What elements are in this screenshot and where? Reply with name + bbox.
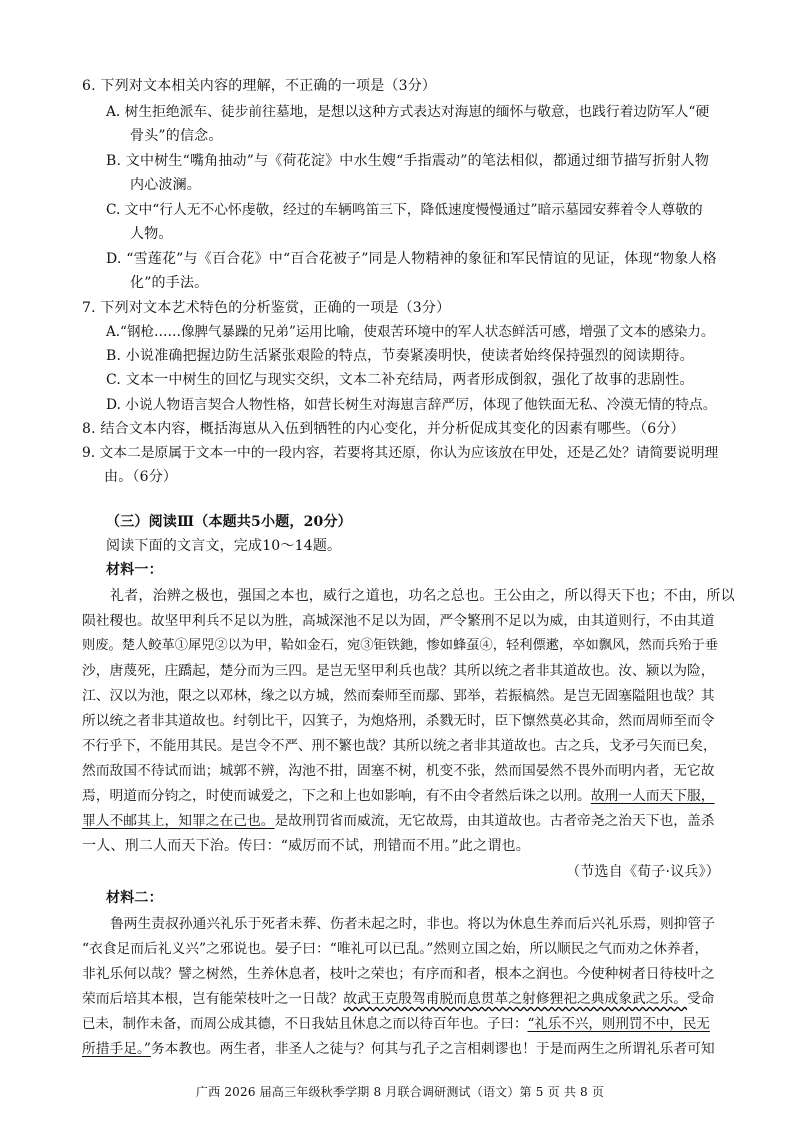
underlined-quote-part2: 所措手足。” xyxy=(82,1041,151,1057)
wavy-underlined-sentence: 故武王克殷驾甫脱而息贯革之射修狸祀之典成象武之乐。 xyxy=(343,991,688,1007)
material2-label: 材料二： xyxy=(106,890,163,906)
material2-text: 已未，制作未备，而周公成其德，不日我姑且休息之而以待百年也。子曰： xyxy=(82,1016,528,1032)
material1-text: 是故刑罚省而威流，无它故焉，由其道故也。古者帝尧之治天下也，盖杀 xyxy=(274,813,715,829)
q7-option-c: C. 文本一中树生的回忆与现实交织，文本二补充结局，两者形成倒叙，强化了故事的悲剧性。 xyxy=(106,372,694,388)
material1-line: 然而敌国不待试而诎；城郭不辨，沟池不拑，固塞不树，机变不张，然而国晏然不畏外而明内者，无它故 xyxy=(82,763,715,779)
q9-stem-cont: 由。（6分） xyxy=(104,469,178,485)
underlined-quote-part1: “礼乐不兴，则刑罚不中，民无 xyxy=(527,1016,710,1032)
material2-text: 荣而后培其本根，岂有能荣枝叶之一日哉？ xyxy=(82,991,344,1007)
q9-stem: 9. 文本二是原属于文本一中的一段内容，若要将其还原，你认为应该放在甲处，还是乙处？请简要说明理 xyxy=(82,445,719,461)
q6-option-d: D. “雪莲花”与《百合花》中“百合花被子”同是人物精神的象征和军民情谊的见证，体现“物象人格 xyxy=(106,251,717,267)
underlined-sentence-part1: 故刑一人而天下服， xyxy=(590,788,715,804)
material2-line: 非礼乐何以哉？譬之树然，生养休息者，枝叶之荣也；有序而和者，根本之润也。今使种树者日待枝叶之 xyxy=(82,966,715,982)
section-instruction: 阅读下面的文言文，完成10～14题。 xyxy=(106,538,342,554)
q6-option-b-cont: 内心波澜。 xyxy=(130,177,201,193)
material1-source: （节选自《荀子·议兵》） xyxy=(566,864,720,880)
q6-option-c: C. 文中“行人无不心怀虔敬，经过的车辆鸣笛三下，降低速度慢慢通过”暗示墓园安葬着令人尊敬的 xyxy=(106,202,703,218)
material2-text: 受命 xyxy=(687,991,715,1007)
q6-option-b: B. 文中树生“嘴角抽动”与《荷花淀》中水生嫂“手指震动”的笔法相似，都通过细节描写折射人物 xyxy=(106,153,710,169)
material1-label: 材料一： xyxy=(106,562,163,578)
underlined-sentence-part2: 罪人不邮其上，知罪之在己也。 xyxy=(82,813,275,829)
material2-line: “衣食足而后礼义兴”之邪说也。晏子曰：“唯礼可以已乱。”然则立国之始，所以顺民之气而劝之休养者， xyxy=(82,941,709,957)
material1-text: 焉，明道而分钧之，时使而诚爱之，下之和上也如影响，有不由令者然后诛之以刑。 xyxy=(82,788,591,804)
q7-stem: 7. 下列对文本艺术特色的分析鉴赏，正确的一项是（3分） xyxy=(82,300,451,316)
material1-line: 江、汉以为池，限之以邓林，缘之以方城，然而秦师至而鄢、郢举，若振槁然。是岂无固塞隘阻也哉？其 xyxy=(82,688,715,704)
q6-option-c-cont: 人物。 xyxy=(130,226,173,242)
material1-line: 礼者，治辨之极也，强国之本也，威行之道也，功名之总也。王公由之，所以得天下也；不由，所以 xyxy=(110,588,735,604)
q6-option-a-cont: 骨头”的信念。 xyxy=(130,128,223,144)
material1-line: 一人、刑二人而天下治。传曰：“威厉而不试，刑错而不用。”此之谓也。 xyxy=(82,838,530,854)
material1-line: 沙，唐蔑死，庄蹻起，楚分而为三四。是岂无坚甲利兵也哉？其所以统之者非其道故也。汝、颍以为险， xyxy=(82,663,715,679)
page-footer: 广西 2026 届高三年级秋季学期 8 月联合调研测试（语文）第 5 页 共 8 页 xyxy=(195,1085,605,1099)
material2-line-with-underline xyxy=(82,1014,710,1034)
section-title: （三）阅读Ⅲ（本题共5小题，20分） xyxy=(106,514,352,530)
material2-line-with-wavy xyxy=(82,989,715,1009)
material2-line: 鲁两生责叔孙通兴礼乐于死者未葬、伤者未起之时，非也。将以为休息生养而后兴礼乐焉，则抑管子 xyxy=(110,916,716,932)
material1-line-with-underline xyxy=(82,811,715,831)
material1-line: 不行乎下，不能用其民。是岂令不严、刑不繁也哉？其所以统之者非其道故也。古之兵，戈矛弓矢而已矣， xyxy=(82,738,717,754)
q6-option-d-cont: 化”的手法。 xyxy=(130,275,209,291)
material2-line-with-underline xyxy=(82,1039,715,1059)
q7-option-a: A.“钢枪……像脾气暴躁的兄弟”运用比喻，使艰苦环境中的军人状态鲜活可感，增强了文本的感染力。 xyxy=(106,324,715,340)
material1-line-with-underline xyxy=(82,786,715,806)
material1-line: 陨社稷也。故坚甲利兵不足以为胜，高城深池不足以为固，严令繁刑不足以为威，由其道则行，不由其道 xyxy=(82,613,715,629)
material1-line: 则废。楚人鲛革①犀兕②以为甲，鞈如金石，宛③钜铁釶，惨如蜂虿④，轻利僄遬，卒如飘风，然而兵殆于垂 xyxy=(82,638,719,653)
q8-stem: 8. 结合文本内容，概括海崽从入伍到牺牲的内心变化，并分析促成其变化的因素有哪些。（6分） xyxy=(82,421,685,437)
q7-option-d: D. 小说人物语言契合人物性格，如营长树生对海崽言辞严厉，体现了他铁面无私、冷漠无情的特点。 xyxy=(106,397,717,413)
material1-line: 所以统之者非其道故也。纣刳比干，囚箕子，为炮烙刑，杀戮无时，臣下懔然莫必其命，然而周师至而令 xyxy=(82,713,715,729)
material2-text: 务本教也。两生者，非圣人之徒与？何其与孔子之言相刺谬也！于是而两生之所谓礼乐者可知 xyxy=(150,1041,715,1057)
q6-stem: 6. 下列对文本相关内容的理解，不正确的一项是（3分） xyxy=(82,78,437,94)
q6-option-a: A. 树生拒绝派车、徒步前往墓地，是想以这种方式表达对海崽的缅怀与敬意，也践行着边防军人“硬 xyxy=(106,104,710,120)
q7-option-b: B. 小说准确把握边防生活紧张艰险的特点，节奏紧凑明快，使读者始终保持强烈的阅读期待。 xyxy=(106,348,694,364)
